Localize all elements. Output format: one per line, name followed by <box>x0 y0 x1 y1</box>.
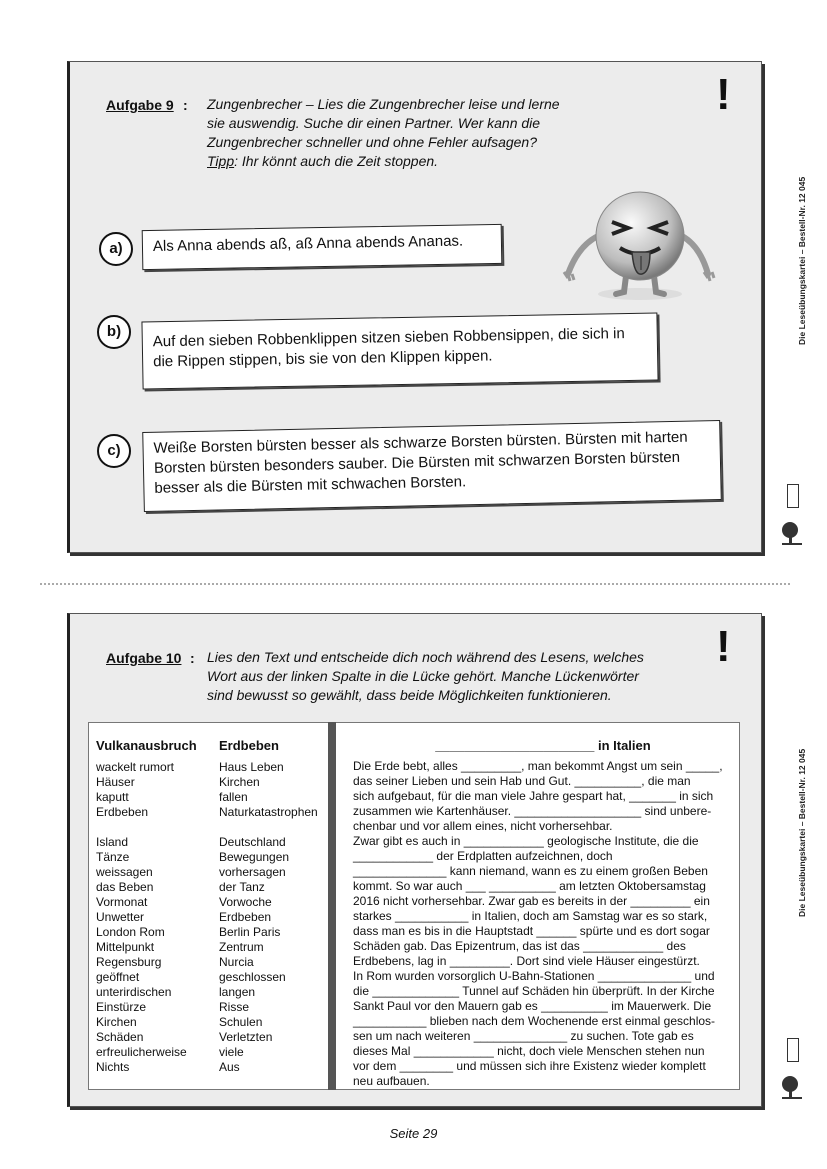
item-b-box: Auf den sieben Robbenklippen sitzen sieben Robbensippen, die sich in die Rippen stippen, bis sie von den Klippen kippen. <box>141 313 658 390</box>
task-10-label: Aufgabe 10 <box>106 650 182 666</box>
word-option: Einstürze <box>96 1000 147 1014</box>
word-option: kaputt <box>96 790 129 804</box>
cloze-line: Sankt Paul vor den Mauern gab es __________ im Mauerwerk. Die <box>353 999 712 1013</box>
cloze-line: sich aufgebaut, für die man viele Jahre gespart hat, _______ in sich <box>353 789 714 803</box>
task-9-instructions <box>207 95 687 171</box>
word-option: Unwetter <box>96 910 145 924</box>
word-option: der Tanz <box>219 880 265 894</box>
word-option: Verletzten <box>219 1030 273 1044</box>
word-option: viele <box>219 1045 244 1059</box>
word-option: Risse <box>219 1000 250 1014</box>
word-option: Mittelpunkt <box>96 940 155 954</box>
instruction-line: Wort aus der linken Spalte in die Lücke gehört. Manche Lückenwörter <box>207 668 639 684</box>
item-c-box: Weiße Borsten bürsten besser als schwarze Borsten bürsten. Bürsten mit harten Borsten bürsten besonders sauber. Die Bürsten mit schwarzen Borsten bürsten besser als die Bürsten mit schwachen Borsten. <box>142 420 722 512</box>
cloze-line: dieses Mal ____________ nicht, doch viele Menschen stehen nun <box>353 1044 705 1058</box>
word-option: Island <box>96 835 129 849</box>
word-option: Schulen <box>219 1015 263 1029</box>
word-option: das Beben <box>96 880 154 894</box>
word-option: unterirdischen <box>96 985 172 999</box>
cloze-line: sen um nach weiteren ______________ zu suchen. Tote gab es <box>353 1029 694 1043</box>
item-a-marker: a) <box>99 232 133 266</box>
publisher-logo-icon <box>787 1038 799 1062</box>
tipp-label: Tipp <box>207 153 235 169</box>
column-separator <box>328 722 336 1090</box>
word-option: Zentrum <box>219 940 264 954</box>
word-option: wackelt rumort <box>96 760 175 774</box>
cloze-line: ____________ der Erdplatten aufzeichnen, doch <box>353 849 613 863</box>
instruction-line: sie auswendig. Suche dir einen Partner. Wer kann die <box>207 115 541 131</box>
item-b-marker: b) <box>97 315 131 349</box>
cloze-line: ___________ blieben nach dem Wochenende erst einmal geschlos- <box>353 1014 716 1028</box>
cloze-text <box>353 737 733 1089</box>
column-header: Erdbeben <box>219 738 279 753</box>
word-option: Haus Leben <box>219 760 284 774</box>
word-option: Naturkatastrophen <box>219 805 318 819</box>
cloze-line: Erdbebens, lag in _________. Dort sind viele Häuser eingestürzt. <box>353 954 700 968</box>
page-number: Seite 29 <box>389 1126 438 1141</box>
exclamation-icon: ! <box>716 622 731 671</box>
word-option: erfreulicherweise <box>96 1045 187 1059</box>
cloze-line: chenbar und vor allem eines, nicht vorhersehbar. <box>353 819 613 833</box>
word-option: Vormonat <box>96 895 148 909</box>
tongue-out-emoji-icon <box>558 186 718 306</box>
cloze-line: 2016 nicht vorhersehbar. Zwar gab es bereits in der _________ ein <box>353 894 710 908</box>
cloze-line: zusammen wie Kartenhäuser. ___________________ sind unbere- <box>353 804 712 818</box>
side-order-label: Die Leseübungskartei – Bestell-Nr. 12 045 <box>797 176 807 345</box>
item-c-marker: c) <box>97 434 131 468</box>
cut-line-divider <box>40 583 790 585</box>
exclamation-icon: ! <box>716 70 731 119</box>
word-option: Tänze <box>96 850 130 864</box>
instruction-line: Zungenbrecher schneller und ohne Fehler aufsagen? <box>207 134 538 150</box>
word-option: Nichts <box>96 1060 130 1074</box>
word-option: Nurcia <box>219 955 254 969</box>
word-option: Deutschland <box>219 835 286 849</box>
word-option: London Rom <box>96 925 165 939</box>
word-option: Bewegungen <box>219 850 290 864</box>
task-10-instructions <box>207 648 717 705</box>
cloze-line: die _____________ Tunnel auf Schäden hin überprüft. In der Kirche <box>353 984 715 998</box>
word-option: Aus <box>219 1060 240 1074</box>
word-option: Regensburg <box>96 955 162 969</box>
task-9-colon: : <box>183 97 188 113</box>
task-10-colon: : <box>190 650 195 666</box>
word-option: vorhersagen <box>219 865 286 879</box>
word-option: Häuser <box>96 775 135 789</box>
cloze-line: neu aufbauen. <box>353 1074 430 1088</box>
word-option: Vorwoche <box>219 895 272 909</box>
word-option: Erdbeben <box>219 910 272 924</box>
cloze-line: starkes ___________ in Italien, doch am Samstag war es so stark, <box>353 909 708 923</box>
cloze-line: Die Erde bebt, alles _________, man bekommt Angst um sein _____, <box>353 759 723 773</box>
word-option: weissagen <box>96 865 153 879</box>
cloze-line: Zwar gibt es auch in ____________ geologische Institute, die die <box>353 834 699 848</box>
word-column-erdbeben <box>219 737 329 1075</box>
cloze-line: kommt. So war auch ___ __________ am letzten Oktobersamstag <box>353 879 706 893</box>
item-a-box: Als Anna abends aß, aß Anna abends Ananas. <box>142 224 503 270</box>
publisher-logo-icon <box>787 484 799 508</box>
column-header: Vulkanausbruch <box>96 738 197 753</box>
word-option: Kirchen <box>219 775 260 789</box>
tree-icon <box>780 1074 804 1100</box>
word-column-vulkanausbruch <box>96 737 216 1075</box>
instruction-line: Lies den Text und entscheide dich noch während des Lesens, welches <box>207 649 644 665</box>
cloze-title: ______________________ in Italien <box>435 738 651 753</box>
task-9-label: Aufgabe 9 <box>106 97 174 113</box>
cloze-line: dass man es bis in die Hauptstadt ______ spürte und es dort sogar <box>353 924 710 938</box>
cloze-line: ______________ kann niemand, wann es zu einem großen Beben <box>353 864 708 878</box>
word-option: langen <box>219 985 256 999</box>
word-option: Kirchen <box>96 1015 137 1029</box>
tipp-text: : Ihr könnt auch die Zeit stoppen. <box>234 153 439 169</box>
instruction-line: sind bewusst so gewählt, dass beide Möglichkeiten funktionieren. <box>207 687 612 703</box>
word-option: geöffnet <box>96 970 140 984</box>
cloze-line: das seiner Lieben und sein Hab und Gut. __________, die man <box>353 774 691 788</box>
instruction-line: Zungenbrecher – Lies die Zungenbrecher leise und lerne <box>207 96 560 112</box>
tipp-line <box>207 152 687 171</box>
tree-icon <box>780 520 804 546</box>
side-order-label: Die Leseübungskartei – Bestell-Nr. 12 045 <box>797 748 807 917</box>
cloze-line: vor dem ________ und müssen sich ihre Existenz wieder komplett <box>353 1059 706 1073</box>
word-option: Erdbeben <box>96 805 149 819</box>
cloze-line: In Rom wurden vorsorglich U-Bahn-Stationen ______________ und <box>353 969 715 983</box>
word-option: Schäden <box>96 1030 144 1044</box>
word-option: fallen <box>219 790 248 804</box>
word-option: Berlin Paris <box>219 925 281 939</box>
word-option: geschlossen <box>219 970 286 984</box>
cloze-line: Schäden gab. Das Epizentrum, das ist das ____________ des <box>353 939 686 953</box>
